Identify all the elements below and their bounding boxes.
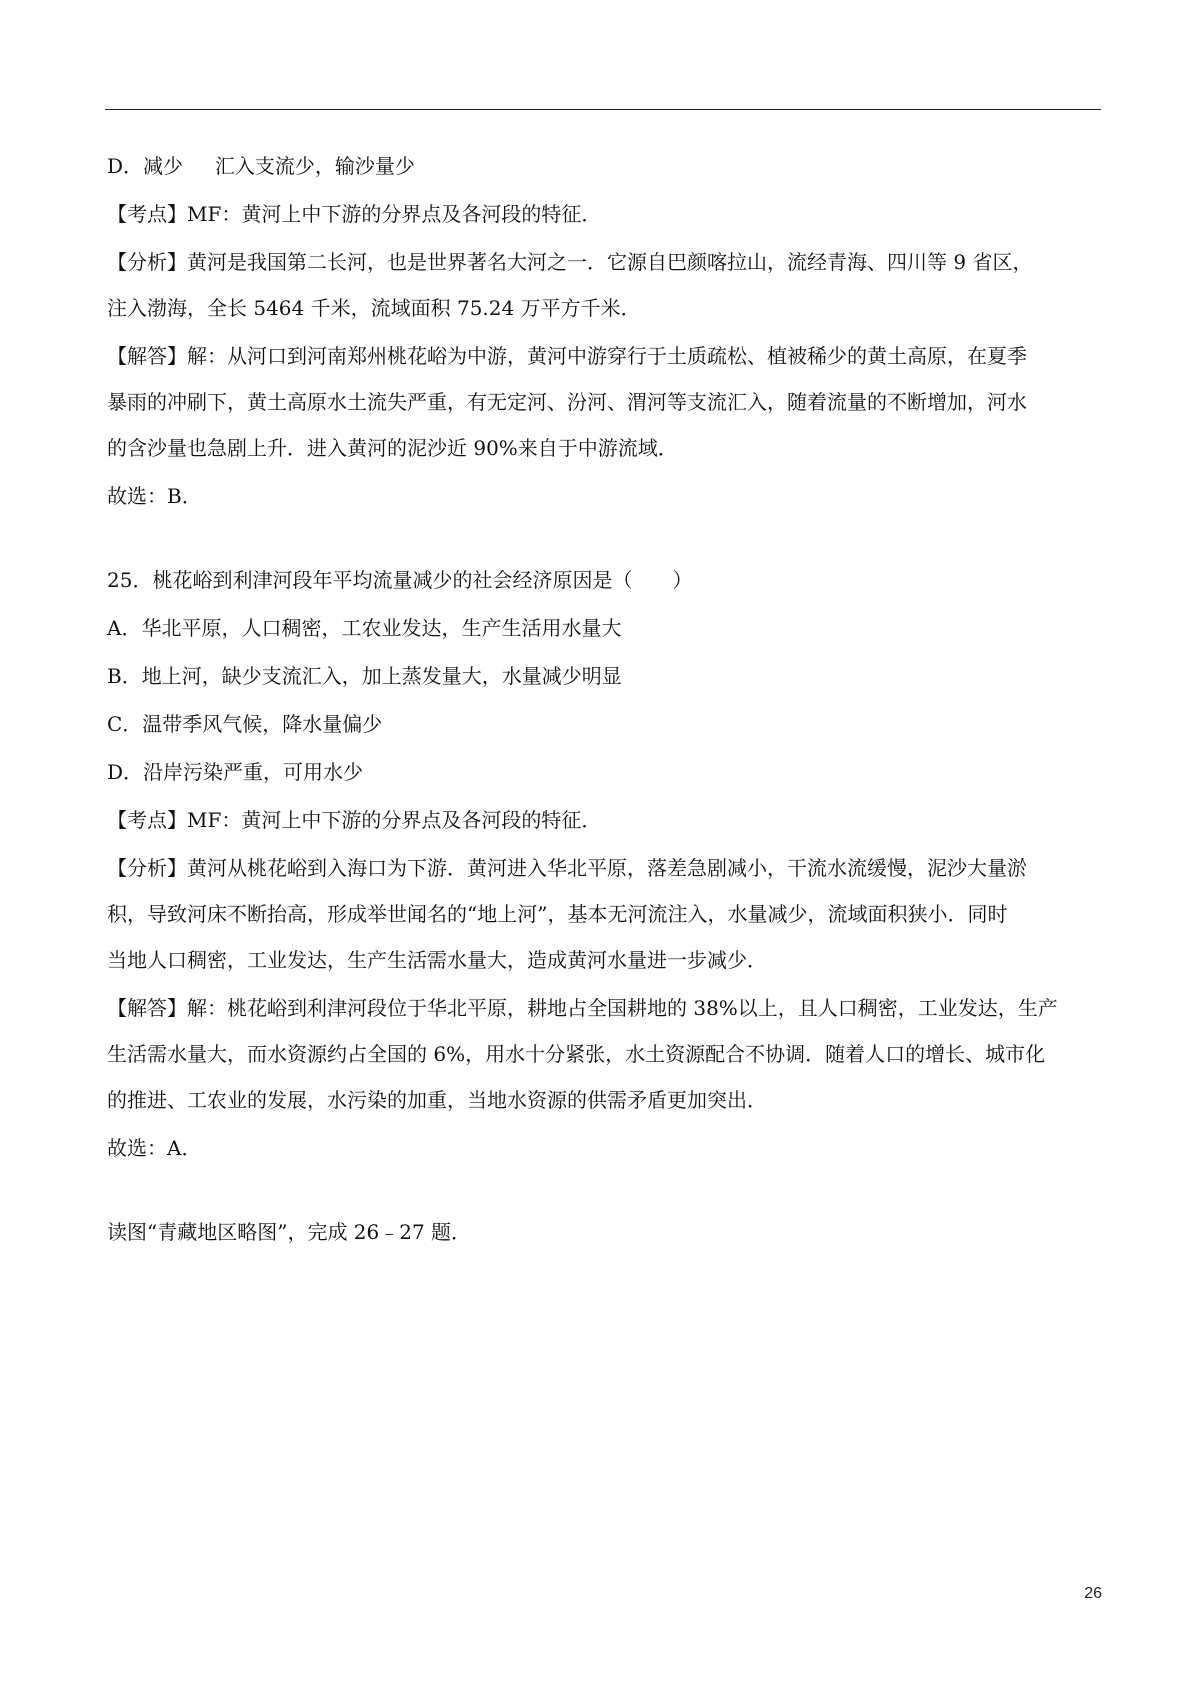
q24-fenxi: [107, 246, 1099, 324]
q24-option-d: D．减少 汇入支流少，输沙量少: [107, 154, 415, 178]
question-24-tail: [107, 150, 1099, 512]
question-25: [107, 564, 1099, 1164]
q25-jieda-line: 【解答】解：桃花峪到利津河段位于华北平原，耕地占全国耕地的 38%以上，且人口稠密，工业发达，生产: [107, 996, 1058, 1020]
q24-jieda-line: 的含沙量也急剧上升．进入黄河的泥沙近 90%来自于中游流域．: [107, 436, 678, 460]
q24-jieda-line: 【解答】解：从河口到河南郑州桃花峪为中游，黄河中游穿行于土质疏松、植被稀少的黄土高原，在夏季: [107, 344, 1027, 368]
q25-kaodian: 【考点】MF：黄河上中下游的分界点及各河段的特征．: [107, 808, 602, 832]
q24-fenxi-line: 注入渤海，全长 5464 千米，流域面积 75.24 万平方千米．: [107, 296, 641, 320]
q24-kaodian: 【考点】MF：黄河上中下游的分界点及各河段的特征．: [107, 202, 602, 226]
q25-answer: 故选：A．: [107, 1136, 202, 1160]
q25-fenxi-line: 当地人口稠密，工业发达，生产生活需水量大，造成黄河水量进一步减少．: [107, 948, 767, 972]
q25-jieda-line: 生活需水量大，而水资源约占全国的 6%，用水十分紧张，水土资源配合不协调．随着人口的增长、城市化: [107, 1042, 1046, 1066]
q25-fenxi: [107, 852, 1099, 976]
q25-question: 25．桃花峪到利津河段年平均流量减少的社会经济原因是（ ）: [107, 568, 693, 592]
next-question-intro: 读图“青藏地区略图”，完成 26﹣27 题．: [107, 1220, 472, 1244]
page-number: 26: [1084, 1585, 1102, 1602]
q25-fenxi-line: 【分析】黄河从桃花峪到入海口为下游．黄河进入华北平原，落差急剧减小，干流水流缓慢，泥沙大量淤: [107, 856, 1027, 880]
header-rule: [105, 109, 1101, 110]
q24-fenxi-line: 【分析】黄河是我国第二长河，也是世界著名大河之一．它源自巴颜喀拉山，流经青海、四川等 9 省区，: [107, 250, 1033, 274]
q25-option-b: B．地上河，缺少支流汇入，加上蒸发量大，水量减少明显: [107, 664, 622, 688]
q25-fenxi-line: 积，导致河床不断抬高，形成举世闻名的“地上河”，基本无河流注入，水量减少，流域面积狭小．同时: [107, 902, 1008, 926]
q25-option-a: A．华北平原，人口稠密，工农业发达，生产生活用水量大: [107, 616, 622, 640]
q25-option-d: D．沿岸污染严重，可用水少: [107, 760, 364, 784]
page-content: [107, 150, 1099, 1248]
q24-jieda: [107, 340, 1099, 464]
q25-option-c: C．温带季风气候，降水量偏少: [107, 712, 383, 736]
q24-jieda-line: 暴雨的冲刷下，黄土高原水土流失严重，有无定河、汾河、渭河等支流汇入，随着流量的不断增加，河水: [107, 390, 1027, 414]
q25-jieda-line: 的推进、工农业的发展，水污染的加重，当地水资源的供需矛盾更加突出．: [107, 1088, 767, 1112]
q25-jieda: [107, 992, 1099, 1116]
q24-answer: 故选：B．: [107, 484, 202, 508]
